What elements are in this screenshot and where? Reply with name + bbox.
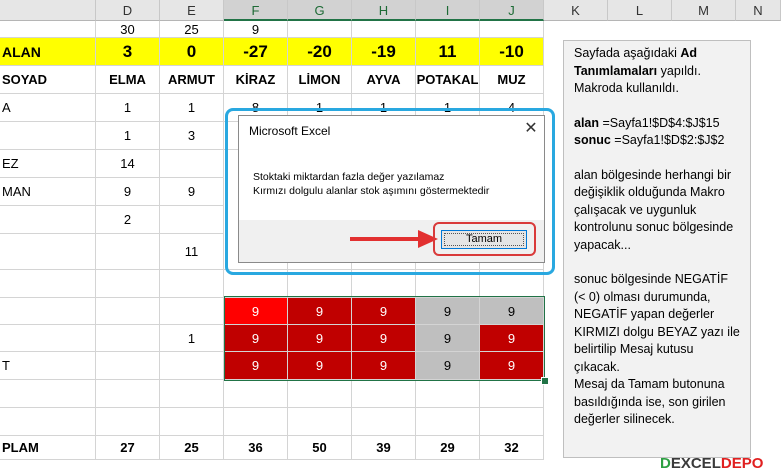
cell-j[interactable]: -10 bbox=[480, 38, 544, 66]
cell-j[interactable]: 4 bbox=[480, 94, 544, 122]
sheet-row bbox=[0, 298, 560, 325]
row-label[interactable] bbox=[0, 234, 96, 270]
cell-j-alert[interactable]: 9 bbox=[480, 352, 544, 380]
row-label[interactable]: PLAM bbox=[0, 436, 96, 460]
cell-h[interactable]: AYVA bbox=[352, 66, 416, 94]
column-header-g[interactable]: G bbox=[288, 0, 352, 21]
cell-i[interactable]: 11 bbox=[416, 38, 480, 66]
cell-i[interactable] bbox=[416, 380, 480, 408]
cell-g[interactable]: -20 bbox=[288, 38, 352, 66]
column-header-e[interactable]: E bbox=[160, 0, 224, 21]
cell-h-alert[interactable]: 9 bbox=[352, 298, 416, 325]
cell-g[interactable]: 50 bbox=[288, 436, 352, 460]
column-header-c[interactable] bbox=[0, 0, 96, 21]
dialog-title: Microsoft Excel bbox=[249, 124, 331, 138]
cell-e[interactable] bbox=[160, 352, 224, 380]
cell-h[interactable] bbox=[352, 21, 416, 38]
row-label[interactable] bbox=[0, 380, 96, 408]
cell-f[interactable]: 8 bbox=[224, 94, 288, 122]
note-paragraph-5: Mesaj da Tamam butonuna basıldığında ise, son girilen değerler silinecek. bbox=[574, 377, 726, 426]
cell-d[interactable] bbox=[96, 234, 160, 270]
row-label[interactable] bbox=[0, 408, 96, 436]
cell-i[interactable]: POTAKAL bbox=[416, 66, 480, 94]
close-icon[interactable]: ✕ bbox=[524, 120, 538, 137]
cell-j[interactable] bbox=[480, 21, 544, 38]
cell-i[interactable]: 1 bbox=[416, 94, 480, 122]
row-label[interactable]: MAN bbox=[0, 178, 96, 206]
cell-j[interactable] bbox=[480, 408, 544, 436]
row-label[interactable]: SOYAD bbox=[0, 66, 96, 94]
cell-d[interactable] bbox=[96, 325, 160, 352]
cell-f-alert[interactable]: 9 bbox=[224, 352, 288, 380]
note-textbox[interactable] bbox=[563, 40, 751, 458]
sheet-row bbox=[0, 21, 560, 38]
column-header-m[interactable]: M bbox=[672, 0, 736, 21]
ok-button[interactable] bbox=[441, 230, 527, 249]
cell-e[interactable] bbox=[160, 150, 224, 178]
note-name-sonuc: sonuc =Sayfa1!$D$2:$J$2 bbox=[574, 133, 725, 147]
cell-d[interactable]: 1 bbox=[96, 94, 160, 122]
row-label[interactable]: A bbox=[0, 94, 96, 122]
cell-e[interactable] bbox=[160, 380, 224, 408]
cell-j[interactable]: 32 bbox=[480, 436, 544, 460]
cell-e[interactable]: 3 bbox=[160, 122, 224, 150]
cell-j[interactable]: MUZ bbox=[480, 66, 544, 94]
column-header-h[interactable]: H bbox=[352, 0, 416, 21]
cell-f[interactable]: -27 bbox=[224, 38, 288, 66]
cell-h-alert[interactable]: 9 bbox=[352, 325, 416, 352]
cell-f-alert[interactable]: 9 bbox=[224, 298, 288, 325]
cell-j[interactable]: 9 bbox=[480, 298, 544, 325]
cell-d[interactable]: ELMA bbox=[96, 66, 160, 94]
dialog-message bbox=[253, 171, 489, 198]
cell-d[interactable]: 1 bbox=[96, 122, 160, 150]
column-header-j[interactable]: J bbox=[480, 0, 544, 21]
row-label[interactable]: EZ bbox=[0, 150, 96, 178]
row-label[interactable] bbox=[0, 325, 96, 352]
column-header-f[interactable]: F bbox=[224, 0, 288, 21]
cell-d[interactable]: 27 bbox=[96, 436, 160, 460]
column-header-k[interactable]: K bbox=[544, 0, 608, 21]
column-header-i[interactable]: I bbox=[416, 0, 480, 21]
cell-g-alert[interactable]: 9 bbox=[288, 325, 352, 352]
fill-handle[interactable] bbox=[541, 377, 549, 385]
cell-d[interactable] bbox=[96, 380, 160, 408]
cell[interactable] bbox=[0, 21, 96, 38]
sheet-row-header bbox=[0, 66, 560, 94]
row-label[interactable] bbox=[0, 270, 96, 298]
cell-e[interactable] bbox=[160, 270, 224, 298]
sheet-row bbox=[0, 408, 560, 436]
sheet-row-total bbox=[0, 436, 560, 460]
row-label[interactable] bbox=[0, 122, 96, 150]
cell-g-alert[interactable]: 9 bbox=[288, 298, 352, 325]
cell-i[interactable]: 9 bbox=[416, 352, 480, 380]
cell-h[interactable] bbox=[352, 408, 416, 436]
cell-i[interactable] bbox=[416, 408, 480, 436]
row-label[interactable]: T bbox=[0, 352, 96, 380]
cell-h[interactable]: 1 bbox=[352, 94, 416, 122]
cell-h[interactable]: 39 bbox=[352, 436, 416, 460]
column-header-n[interactable]: N bbox=[736, 0, 781, 21]
cell-d[interactable] bbox=[96, 298, 160, 325]
cell-e[interactable]: 9 bbox=[160, 178, 224, 206]
cell-d[interactable]: 30 bbox=[96, 21, 160, 38]
cell-e[interactable] bbox=[160, 408, 224, 436]
note-name-alan: alan =Sayfa1!$D$4:$J$15 bbox=[574, 115, 720, 130]
sheet-row bbox=[0, 380, 560, 408]
row-label[interactable]: ALAN bbox=[0, 38, 96, 66]
cell-f[interactable]: 36 bbox=[224, 436, 288, 460]
cell-h[interactable] bbox=[352, 380, 416, 408]
cell-e[interactable]: 1 bbox=[160, 94, 224, 122]
cell-i[interactable]: 29 bbox=[416, 436, 480, 460]
cell-f-alert[interactable]: 9 bbox=[224, 325, 288, 352]
cell-d[interactable]: 14 bbox=[96, 150, 160, 178]
cell-e[interactable]: 0 bbox=[160, 38, 224, 66]
cell-j-alert[interactable]: 9 bbox=[480, 325, 544, 352]
cell-d[interactable] bbox=[96, 408, 160, 436]
cell-g[interactable] bbox=[288, 408, 352, 436]
column-header-d[interactable]: D bbox=[96, 0, 160, 21]
cell-e[interactable] bbox=[160, 298, 224, 325]
cell-g[interactable]: LİMON bbox=[288, 66, 352, 94]
excel-depo-logo: DEXCELDEPO bbox=[660, 455, 764, 472]
cell-d[interactable]: 2 bbox=[96, 206, 160, 234]
cell-d[interactable]: 9 bbox=[96, 178, 160, 206]
row-label[interactable] bbox=[0, 298, 96, 325]
cell-d[interactable]: 3 bbox=[96, 38, 160, 66]
cell-e[interactable]: 1 bbox=[160, 325, 224, 352]
cell-f[interactable]: 9 bbox=[224, 21, 288, 38]
sheet-row bbox=[0, 325, 560, 352]
sheet-row-alan bbox=[0, 38, 560, 66]
cell-e[interactable]: 25 bbox=[160, 436, 224, 460]
note-paragraph-1: Sayfada aşağıdaki Ad Tanımlamaları yapıldı. Makroda kullanıldı. bbox=[574, 46, 701, 95]
cell-f[interactable] bbox=[224, 408, 288, 436]
ok-button-label: Tamam bbox=[465, 233, 503, 245]
row-label[interactable] bbox=[0, 206, 96, 234]
dialog-message-line-2: Kırmızı dolgulu alanlar stok aşımını göstermektedir bbox=[253, 184, 490, 197]
cell-e[interactable]: ARMUT bbox=[160, 66, 224, 94]
cell-i[interactable] bbox=[416, 21, 480, 38]
cell-d[interactable] bbox=[96, 270, 160, 298]
cell-g-alert[interactable]: 9 bbox=[288, 352, 352, 380]
note-paragraph-4: sonuc bölgesinde NEGATİF (< 0) olması durumunda, NEGATİF yapan değerler KIRMIZI dolgu BEYAZ yazı ile belirtilip Mesaj kutusu çıkacak. bbox=[574, 272, 740, 374]
cell-h[interactable]: -19 bbox=[352, 38, 416, 66]
cell-e[interactable]: 25 bbox=[160, 21, 224, 38]
cell-e[interactable] bbox=[160, 206, 224, 234]
cell-i[interactable]: 9 bbox=[416, 325, 480, 352]
cell-g[interactable] bbox=[288, 21, 352, 38]
cell-h-alert[interactable]: 9 bbox=[352, 352, 416, 380]
column-header-l[interactable]: L bbox=[608, 0, 672, 21]
cell-e[interactable]: 11 bbox=[160, 234, 224, 270]
cell-i[interactable]: 9 bbox=[416, 298, 480, 325]
note-paragraph-3: alan bölgesinde herhangi bir değişiklik olduğunda Makro çalışacak ve uygunluk kontrolunu sonuc bölgesinde yapacak... bbox=[574, 167, 734, 252]
cell-g[interactable]: 1 bbox=[288, 94, 352, 122]
cell-g[interactable] bbox=[288, 380, 352, 408]
sheet-row bbox=[0, 352, 560, 380]
dialog-message-line-1: Stoktaki miktardan fazla değer yazılamaz bbox=[253, 171, 445, 183]
cell-f[interactable]: KİRAZ bbox=[224, 66, 288, 94]
arrow-right-icon bbox=[348, 228, 440, 250]
cell-j[interactable] bbox=[480, 380, 544, 408]
cell-d[interactable] bbox=[96, 352, 160, 380]
cell-f[interactable] bbox=[224, 380, 288, 408]
